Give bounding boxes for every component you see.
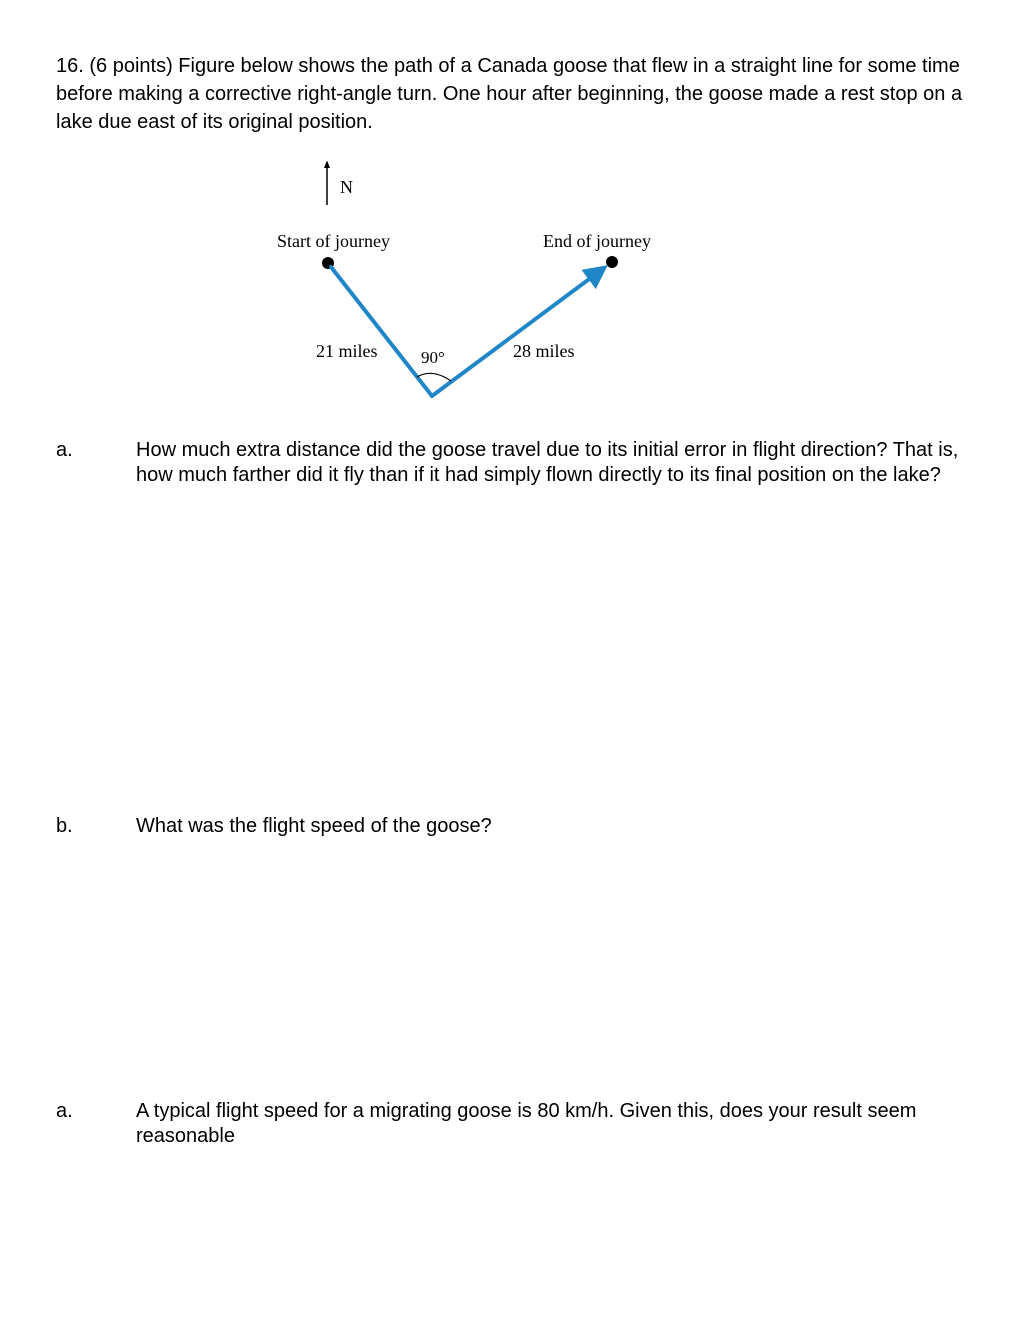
problem-statement: 16. (6 points) Figure below shows the path of a Canada goose that flew in a straight line for some time before making a corrective right-angle turn. One hour after beginning, the goose made a rest stop on a lake due east of its original position. bbox=[56, 55, 963, 133]
north-label: N bbox=[340, 177, 353, 197]
question-text: How much extra distance did the goose travel due to its initial error in flight direction? That is, how much farther did it fly than if it had simply flown directly to its final position on the lake? bbox=[136, 439, 959, 486]
question-text: What was the flight speed of the goose? bbox=[136, 815, 492, 837]
first-leg-length: 21 miles bbox=[316, 341, 378, 361]
right-angle-arc bbox=[417, 373, 451, 381]
end-point bbox=[606, 256, 618, 268]
question-letter: a. bbox=[56, 439, 73, 461]
second-leg-path bbox=[432, 268, 604, 396]
question-letter: b. bbox=[56, 815, 73, 837]
goose-path-figure bbox=[0, 0, 1016, 420]
question-letter: a. bbox=[56, 1100, 73, 1122]
second-leg-length: 28 miles bbox=[513, 341, 575, 361]
angle-label: 90° bbox=[421, 348, 445, 367]
end-label: End of journey bbox=[543, 231, 651, 251]
start-label: Start of journey bbox=[277, 231, 390, 251]
question-text: A typical flight speed for a migrating goose is 80 km/h. Given this, does your result seem reasonable bbox=[136, 1100, 917, 1147]
